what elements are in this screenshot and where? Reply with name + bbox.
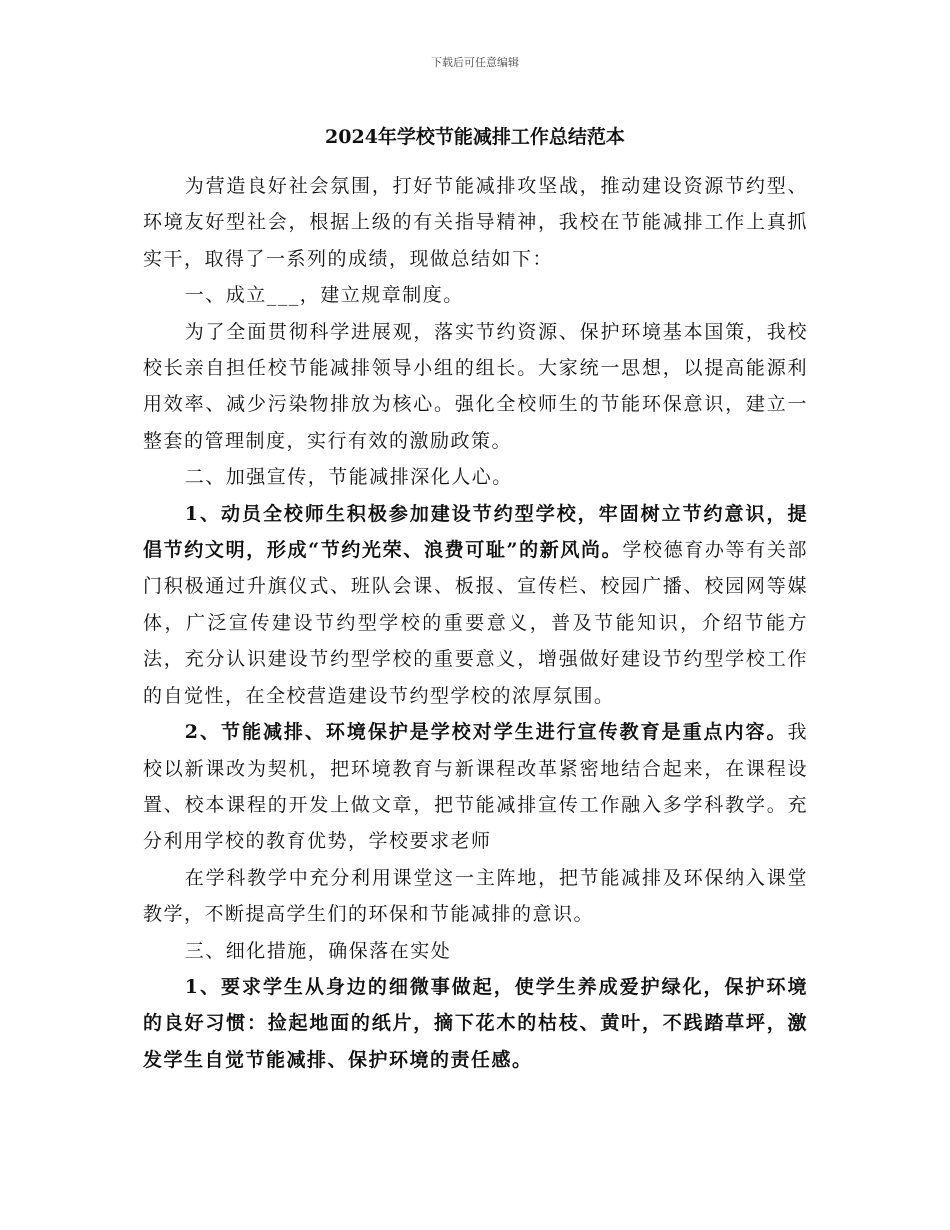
section-heading-2: 二、加强宣传，节能减排深化人心。 xyxy=(184,466,513,489)
section-2-item-2-continued: 在学科教学中充分利用课堂这一主阵地，把节能减排及环保纳入课堂教学，不断提高学生们的环保和节能减排的意识。 xyxy=(143,866,808,926)
section-2-item-1-text: 学校德育办等有关部门积极通过升旗仪式、班队会课、板报、宣传栏、校园广播、校园网等媒体，广泛宣传建设节约型学校的重要意义，普及节能知识，介绍节能方法，充分认识建设节约型学校的重要意义，增强做好建设节约型学校工作的自觉性，在全校营造建设节约型学校的浓厚氛围。 xyxy=(143,539,808,707)
section-2-item-1 xyxy=(143,496,808,714)
section-heading-3: 三、细化措施，确保落在实处 xyxy=(184,939,452,962)
section-heading-1: 一、成立___，建立规章制度。 xyxy=(184,284,464,307)
document-body xyxy=(143,168,808,1078)
document-title: 2024年学校节能减排工作总结范本 xyxy=(325,126,625,148)
intro-paragraph: 为营造良好社会氛围，打好节能减排攻坚战，推动建设资源节约型、环境友好型社会，根据上级的有关指导精神，我校在节能减排工作上真抓实干，取得了一系列的成绩，现做总结如下： xyxy=(143,175,808,270)
page-header-note: 下载后可任意编辑 xyxy=(431,56,519,69)
section-1-paragraph: 为了全面贯彻科学进展观，落实节约资源、保护环境基本国策，我校校长亲自担任校节能减排领导小组的组长。大家统一思想，以提高能源利用效率、减少污染物排放为核心。强化全校师生的节能环保意识，建立一整套的管理制度，实行有效的激励政策。 xyxy=(143,320,808,452)
section-2-item-2-text: 我校以新课改为契机，把环境教育与新课程改革紧密地结合起来，在课程设置、校本课程的开发上做文章，把节能减排宣传工作融入多学科教学。充分利用学校的教育优势，学校要求老师 xyxy=(143,721,808,853)
section-2-item-2 xyxy=(143,714,808,860)
section-2-item-2-lead: 2、节能减排、环境保护是学校对学生进行宣传教育是重点内容。 xyxy=(184,721,788,744)
section-3-item-1: 1、要求学生从身边的细微事做起，使学生养成爱护绿化，保护环境的良好习惯：捡起地面的纸片，摘下花木的枯枝、黄叶，不践踏草坪，激发学生自觉节能减排、保护环境的责任感。 xyxy=(143,975,808,1071)
section-2-item-1-lead: 1、动员全校师生积极参加建设节约型学校，牢固树立节约意识，提倡节约文明，形成“节约光荣、浪费可耻”的新风尚。 xyxy=(143,502,808,562)
